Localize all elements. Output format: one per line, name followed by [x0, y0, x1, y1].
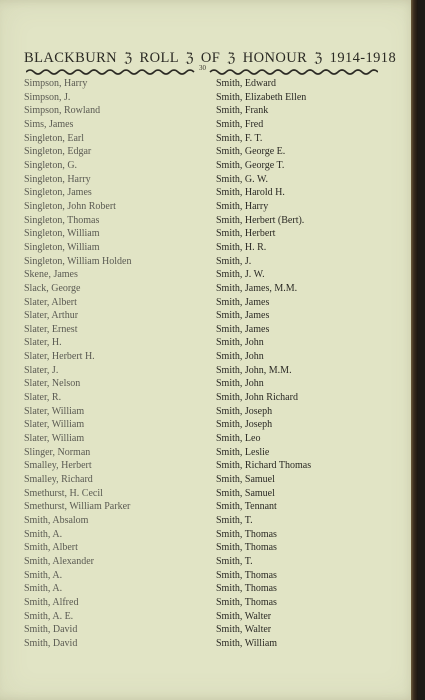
name-entry: Smith, T. — [216, 515, 253, 526]
name-entry: Singleton, G. — [24, 159, 78, 171]
name-entry: Smethurst, William Parker — [24, 501, 131, 513]
names-column-right — [216, 77, 311, 651]
names-column-left — [24, 77, 131, 651]
name-entry: Smith, George E. — [216, 146, 286, 158]
name-entry: Smith, David — [24, 637, 78, 649]
name-entry: Singleton, James — [24, 187, 92, 199]
name-entry: Smethurst, H. Cecil — [24, 487, 103, 499]
name-entry: Smith, James — [216, 323, 270, 335]
name-entry: Smith, Thomas — [216, 583, 277, 595]
name-entry: Simpson, J. — [24, 91, 71, 103]
name-entry: Smith, George T. — [216, 159, 285, 171]
name-entry: Smith, Albert — [24, 542, 78, 554]
name-entry: Smith, Alexander — [24, 555, 94, 567]
name-entry: Slater, Nelson — [24, 378, 81, 390]
name-entry: Slater, Herbert H. — [24, 351, 95, 363]
header-word-honour: HONOUR — [242, 50, 308, 66]
name-entry: Smith, Thomas — [216, 596, 277, 608]
name-entry: Slater, William — [24, 405, 85, 417]
name-entry: Smith, John — [216, 378, 264, 390]
header-separator: ℨ — [227, 50, 236, 65]
name-entry: Smith, Thomas — [216, 569, 277, 581]
name-entry: Smalley, Herbert — [24, 460, 92, 472]
name-entry: Slater, J. — [24, 364, 59, 376]
name-entry: Singleton, William — [24, 228, 100, 240]
name-entry: Smith, Harry — [216, 200, 269, 212]
header-separator: ℨ — [185, 50, 194, 65]
name-entry: Slater, R. — [24, 392, 62, 404]
name-entry: Smith, William — [216, 637, 278, 649]
header-word-blackburn: BLACKBURN — [24, 50, 118, 66]
name-entry: Smith, A. — [24, 528, 63, 540]
name-entry: Smith, Herbert (Bert). — [216, 214, 305, 226]
name-entry: Smith, Joseph — [216, 419, 273, 431]
name-entry: Singleton, Harry — [24, 173, 91, 185]
name-entry: Smith, John — [216, 337, 264, 349]
name-entry: Smith, Walter — [216, 610, 272, 622]
name-entry: Smith, J. W. — [216, 269, 265, 281]
name-entry: Simpson, Harry — [24, 78, 88, 89]
header-word-of: OF — [200, 50, 221, 66]
name-entry: Singleton, Earl — [24, 132, 84, 144]
name-entry: Smith, David — [24, 624, 78, 636]
name-entry: Smith, John — [216, 351, 264, 363]
name-entry: Smith, Fred — [216, 118, 264, 130]
name-entry: Slater, H. — [24, 337, 62, 349]
name-entry: Smith, Edward — [216, 78, 276, 89]
name-entry: Smalley, Richard — [24, 474, 93, 486]
page-edge — [411, 0, 418, 700]
header-separator: ℨ — [124, 50, 133, 65]
name-entry: Slater, Arthur — [24, 310, 79, 322]
name-entry: Smith, James — [216, 310, 270, 322]
name-entry: Smith, Thomas — [216, 542, 277, 554]
name-entry: Smith, James — [216, 296, 270, 308]
name-entry: Smith, James, M.M. — [216, 282, 298, 294]
name-entry: Smith, G. W. — [216, 173, 268, 185]
name-entry: Smith, John Richard — [216, 392, 298, 404]
name-entry: Singleton, Edgar — [24, 146, 92, 158]
name-entry: Smith, Elizabeth Ellen — [216, 91, 307, 103]
header-word-roll: ROLL — [139, 50, 179, 66]
name-entry: Smith, A. E. — [24, 610, 74, 622]
name-entry: Slater, William — [24, 419, 85, 431]
name-entry: Slater, Ernest — [24, 323, 78, 335]
name-entry: Slater, Albert — [24, 296, 77, 308]
name-entry: Slinger, Norman — [24, 446, 91, 458]
name-entry: Smith, Leslie — [216, 446, 270, 458]
header-years: 1914-1918 — [329, 50, 397, 66]
name-entry: Singleton, William Holden — [24, 255, 132, 267]
name-entry: Smith, Leo — [216, 433, 261, 445]
name-entry: Smith, Samuel — [216, 474, 275, 486]
name-entry: Smith, Thomas — [216, 528, 277, 540]
page-number: 30 — [199, 64, 206, 72]
name-entry: Smith, J. — [216, 255, 252, 267]
name-entry: Singleton, John Robert — [24, 200, 116, 212]
name-entry: Smith, Walter — [216, 624, 272, 636]
name-entry: Smith, Richard Thomas — [216, 460, 312, 472]
name-entry: Sims, James — [24, 118, 74, 130]
name-entry: Smith, A. — [24, 569, 63, 581]
name-entry: Smith, T. — [216, 555, 253, 567]
name-entry: Slater, William — [24, 433, 85, 445]
name-entry: Smith, F. T. — [216, 132, 263, 144]
name-entry: Smith, Alfred — [24, 596, 79, 608]
name-entry: Smith, Tennant — [216, 501, 277, 513]
name-entry: Simpson, Rowland — [24, 105, 101, 117]
name-entry: Smith, Harold H. — [216, 187, 285, 199]
name-entry: Smith, H. R. — [216, 241, 267, 253]
name-entry: Singleton, Thomas — [24, 214, 100, 226]
name-entry: Skene, James — [24, 269, 78, 281]
name-entry: Smith, Joseph — [216, 405, 273, 417]
name-entry: Smith, Samuel — [216, 487, 275, 499]
name-entry: Slack, George — [24, 282, 81, 294]
name-entry: Smith, Absalom — [24, 515, 89, 526]
name-entry: Smith, John, M.M. — [216, 364, 292, 376]
header-separator: ℨ — [314, 50, 323, 65]
name-entry: Smith, Herbert — [216, 228, 276, 240]
name-entry: Singleton, William — [24, 241, 100, 253]
name-entry: Smith, Frank — [216, 105, 269, 117]
name-entry: Smith, A. — [24, 583, 63, 595]
